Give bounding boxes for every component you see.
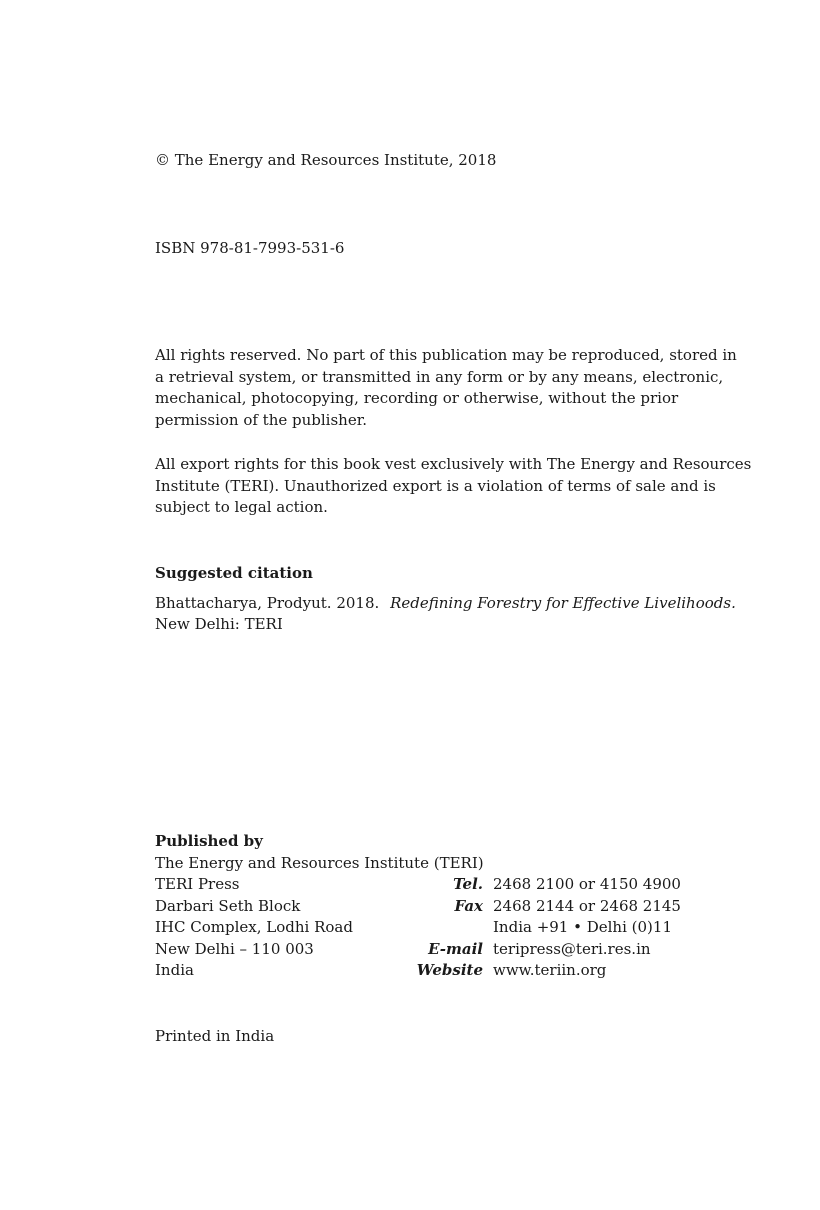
export-paragraph bbox=[155, 454, 752, 519]
citation-author-year: Bhattacharya, Prodyut. 2018. bbox=[155, 593, 380, 612]
address-line: New Delhi – 110 003 bbox=[155, 939, 314, 958]
printed-block bbox=[155, 1026, 675, 1048]
printed-text: Printed in India bbox=[155, 1027, 275, 1045]
website-address: www.teriin.org bbox=[493, 961, 607, 979]
contact-value: India +91 • Delhi (0)11 bbox=[493, 918, 672, 936]
email-address: teripress@teri.res.in bbox=[493, 939, 651, 958]
export-line: Institute (TERI). Unauthorized export is a violation of terms of sale and is bbox=[155, 476, 716, 495]
citation-place: New Delhi: TERI bbox=[155, 615, 283, 633]
publisher-row bbox=[155, 960, 675, 982]
publisher-org: The Energy and Resources Institute (TERI) bbox=[155, 853, 484, 872]
rights-line: mechanical, photocopying, recording or otherwise, without the prior bbox=[155, 389, 679, 407]
contact-label: E-mail bbox=[428, 939, 483, 958]
contact-label: Website bbox=[416, 961, 483, 979]
export-line: All export rights for this book vest exclusively with The Energy and Resources bbox=[155, 455, 752, 473]
publisher-row bbox=[155, 939, 675, 961]
citation-block bbox=[155, 563, 736, 636]
copyright-notice bbox=[155, 150, 675, 172]
publisher-row bbox=[155, 896, 681, 918]
publisher-block bbox=[155, 831, 681, 982]
contact-value: 2468 2100 or 4150 4900 bbox=[493, 875, 681, 893]
rights-line: permission of the publisher. bbox=[155, 410, 367, 429]
export-line: subject to legal action. bbox=[155, 498, 328, 516]
publisher-heading: Published by bbox=[155, 832, 263, 850]
citation-reference bbox=[155, 593, 736, 615]
citation-title: Redefining Forestry for Effective Livelihoods. bbox=[390, 593, 736, 612]
contact-label: Tel. bbox=[453, 875, 483, 893]
contact-value: 2468 2144 or 2468 2145 bbox=[493, 896, 681, 915]
address-line: IHC Complex, Lodhi Road bbox=[155, 918, 353, 936]
address-line: India bbox=[155, 961, 194, 979]
rights-line: a retrieval system, or transmitted in any form or by any means, electronic, bbox=[155, 367, 724, 386]
isbn-block bbox=[155, 238, 675, 260]
address-line: TERI Press bbox=[155, 875, 240, 893]
contact-label: Fax bbox=[454, 896, 483, 915]
citation-heading: Suggested citation bbox=[155, 564, 313, 582]
rights-line: All rights reserved. No part of this publication may be reproduced, stored in bbox=[155, 346, 737, 364]
publisher-row bbox=[155, 874, 681, 896]
publisher-row bbox=[155, 917, 675, 939]
copyright-text: © The Energy and Resources Institute, 2018 bbox=[155, 151, 497, 169]
rights-paragraph bbox=[155, 345, 737, 431]
address-line: Darbari Seth Block bbox=[155, 896, 301, 915]
isbn-text: ISBN 978-81-7993-531-6 bbox=[155, 239, 345, 257]
